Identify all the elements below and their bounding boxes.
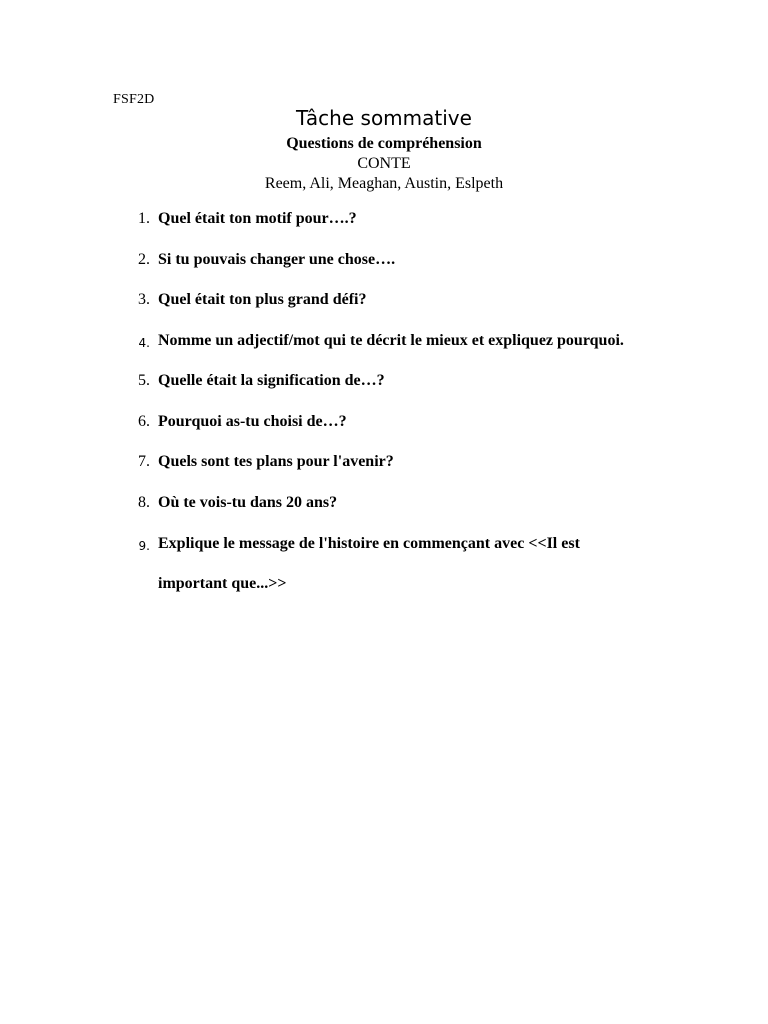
- question-text: Quel était ton plus grand défi?: [158, 291, 367, 308]
- document-subtitle: Questions de compréhension: [286, 135, 482, 152]
- question-text: Quelle était la signification de…?: [158, 372, 385, 389]
- question-number: 5.: [138, 372, 150, 389]
- question-number: 7.: [138, 453, 150, 470]
- question-text: Pourquoi as-tu choisi de…?: [158, 413, 347, 430]
- document-conte-label: CONTE: [357, 155, 411, 172]
- question-text: Où te vois-tu dans 20 ans?: [158, 494, 338, 511]
- question-number: 2.: [138, 251, 150, 268]
- question-number: 3.: [138, 291, 150, 308]
- question-number: 9.: [138, 539, 150, 553]
- question-text-continued: important que...>>: [158, 575, 287, 592]
- question-text: Explique le message de l'histoire en commençant avec <<Il est: [158, 535, 580, 552]
- question-number: 1.: [138, 210, 150, 227]
- question-number: 4.: [138, 336, 150, 350]
- question-text: Quels sont tes plans pour l'avenir?: [158, 453, 394, 470]
- document-title: Tâche sommative: [296, 106, 472, 130]
- question-number: 8.: [138, 494, 150, 511]
- question-text: Si tu pouvais changer une chose….: [158, 251, 396, 268]
- question-text: Nomme un adjectif/mot qui te décrit le mieux et expliquez pourquoi.: [158, 332, 624, 349]
- document-authors: Reem, Ali, Meaghan, Austin, Eslpeth: [264, 175, 504, 192]
- question-text: Quel était ton motif pour….?: [158, 210, 357, 227]
- question-number: 6.: [138, 413, 150, 430]
- course-code: FSF2D: [113, 92, 155, 107]
